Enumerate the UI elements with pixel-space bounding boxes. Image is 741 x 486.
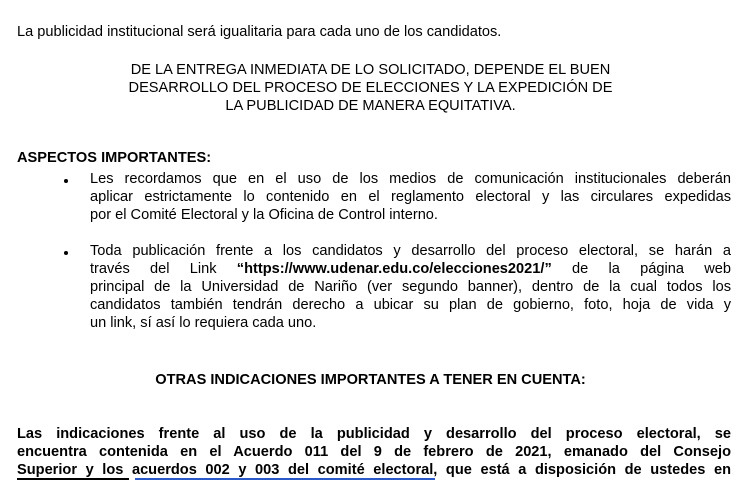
bullet-2-link-prefix: través del Link [90,261,237,277]
bullet-item-2 [90,242,731,332]
bullet-1-line-2: aplicar estrictamente lo contenido en el reglamento electoral y las circulares expedidas [90,189,731,205]
closing-line-2: encuentra contenida en el Acuerdo 011 del 9 de febrero de 2021, emanado del Consejo [17,444,731,460]
bullet-2-line-4: candidatos también tendrán derecho a ubicar su plan de gobierno, foto, hoja de vida y [90,297,731,313]
bullet-2-line-5: un link, sí así lo requiera cada uno. [90,315,317,331]
bullet-marker-2 [64,251,68,255]
closing-paragraph [17,425,731,479]
bullet-2-line-2 [90,260,731,278]
cut-off-link-fragment [135,478,435,480]
bullet-1-line-3: por el Comité Electoral y la Oficina de Control interno. [90,207,438,223]
bullet-2-line-1: Toda publicación frente a los candidatos y desarrollo del proceso electoral, se harán a [90,243,731,259]
other-indications-heading: OTRAS INDICACIONES IMPORTANTES A TENER EN CUENTA: [155,372,586,388]
notice-line-3: LA PUBLICIDAD DE MANERA EQUITATIVA. [225,98,516,114]
notice-line-1: DE LA ENTREGA INMEDIATA DE LO SOLICITADO, DEPENDE EL BUEN [130,62,611,78]
bullet-1-line-1: Les recordamos que en el uso de los medios de comunicación institucionales deberán [90,171,731,187]
notice-line-2: DESARROLLO DEL PROCESO DE ELECCIONES Y LA EXPEDICIÓN DE [128,80,613,96]
closing-line-1: Las indicaciones frente al uso de la publicidad y desarrollo del proceso electoral, se [17,426,731,442]
elections-link[interactable]: “https://www.udenar.edu.co/elecciones2021/” [236,261,552,277]
cut-off-line [17,478,437,486]
bullet-marker-1 [64,179,68,183]
bullet-item-1 [90,170,731,224]
closing-line-3: Superior y los acuerdos 002 y 003 del comité electoral, que está a disposición de ustedes en [17,462,731,478]
aspects-heading: ASPECTOS IMPORTANTES: [17,150,212,166]
bullet-2-link-suffix: de la página web [551,261,732,277]
cut-off-text-fragment [17,478,129,480]
intro-paragraph: La publicidad institucional será igualitaria para cada uno de los candidatos. [17,24,502,40]
bullet-2-line-3: principal de la Universidad de Nariño (ver segundo banner), dentro de la cual todos los [90,279,731,295]
